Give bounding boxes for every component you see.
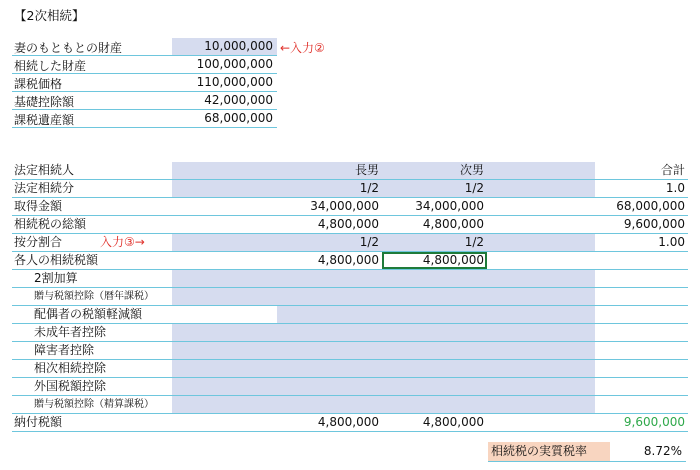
- taxtotal-second: 4,800,000: [422, 217, 484, 231]
- row-label: 各人の相続税額: [14, 253, 99, 267]
- row-label: 法定相続分: [14, 181, 75, 195]
- row-label: 妻のもともとの財産: [14, 41, 123, 55]
- row-label: 贈与税額控除（暦年課税）: [34, 291, 154, 302]
- row-inherited-assets: [12, 56, 277, 74]
- payable-total: 9,600,000: [623, 415, 685, 429]
- taxtotal-eldest: 4,800,000: [317, 217, 379, 231]
- row-value: 110,000,000: [196, 75, 273, 89]
- row-value: 100,000,000: [196, 57, 273, 71]
- row-label: 相続税の総額: [14, 217, 87, 231]
- row-taxable-price: [12, 74, 277, 92]
- row-minor-deduction[interactable]: [12, 324, 688, 342]
- share-second: 1/2: [464, 181, 484, 195]
- row-label: 障害者控除: [34, 343, 95, 357]
- section-title: 【2次相続】: [14, 8, 85, 23]
- payable-second: 4,800,000: [422, 415, 484, 429]
- ratio-second-input[interactable]: 1/2: [464, 235, 484, 249]
- input-note-2: ←入力②: [280, 41, 325, 55]
- row-value: 42,000,000: [204, 93, 273, 107]
- row-adjust-20pct[interactable]: [12, 270, 688, 288]
- input-shade[interactable]: [172, 270, 595, 287]
- input-shade[interactable]: [172, 288, 595, 305]
- effective-rate-value: 8.72%: [643, 444, 682, 458]
- row-label: 贈与税額控除（精算課税）: [34, 399, 154, 410]
- row-gift-tax-credit-annual[interactable]: [12, 288, 688, 306]
- row-payable-tax: [12, 414, 688, 432]
- row-gift-tax-credit-settlement[interactable]: [12, 396, 688, 414]
- payable-eldest: 4,800,000: [317, 415, 379, 429]
- row-basic-deduction: [12, 92, 277, 110]
- ratio-total: 1.00: [658, 235, 685, 249]
- effective-rate-row: [488, 442, 686, 462]
- input-note-3: 入力③→: [100, 235, 145, 249]
- input-shade[interactable]: [172, 378, 595, 395]
- row-legal-share: [12, 180, 688, 198]
- eachtax-eldest: 4,800,000: [317, 253, 379, 267]
- header-second-son: 次男: [459, 163, 484, 177]
- row-label: 配偶者の税額軽減額: [34, 307, 143, 321]
- row-label: 相次相続控除: [34, 361, 107, 375]
- row-label: 按分割合: [14, 235, 63, 249]
- row-each-tax: [12, 252, 688, 270]
- row-successive-inheritance[interactable]: [12, 360, 688, 378]
- header-eldest-son: 長男: [354, 163, 379, 177]
- header-total: 合計: [660, 163, 685, 177]
- share-eldest: 1/2: [359, 181, 379, 195]
- row-label: 相続した財産: [14, 59, 87, 73]
- row-total-inheritance-tax: [12, 216, 688, 234]
- row-label: 基礎控除額: [14, 95, 75, 109]
- acquired-total: 68,000,000: [616, 199, 685, 213]
- row-foreign-tax-credit[interactable]: [12, 378, 688, 396]
- header-label: 法定相続人: [14, 163, 75, 177]
- row-taxable-estate: [12, 110, 277, 128]
- row-label: 未成年者控除: [34, 325, 107, 339]
- row-spouse-reduction[interactable]: [12, 306, 688, 324]
- ratio-eldest-input[interactable]: 1/2: [359, 235, 379, 249]
- row-value: 68,000,000: [204, 111, 273, 125]
- input-shade[interactable]: [172, 342, 595, 359]
- row-label: 課税価格: [14, 77, 63, 91]
- share-total: 1.0: [665, 181, 685, 195]
- row-label: 課税遺産額: [14, 113, 75, 127]
- row-wife-original-assets[interactable]: [12, 38, 277, 56]
- acquired-eldest: 34,000,000: [310, 199, 379, 213]
- eachtax-second-selected-cell[interactable]: 4,800,000: [382, 252, 487, 269]
- row-allocation-ratio[interactable]: [12, 234, 688, 252]
- input-shade[interactable]: [172, 396, 595, 413]
- row-acquired-amount: [12, 198, 688, 216]
- taxtotal-total: 9,600,000: [623, 217, 685, 231]
- acquired-second: 34,000,000: [415, 199, 484, 213]
- row-label: 外国税額控除: [34, 379, 107, 393]
- row-label: 2割加算: [34, 271, 78, 285]
- input-shade[interactable]: [277, 306, 595, 323]
- input-shade[interactable]: [172, 324, 595, 341]
- row-label: 取得金額: [14, 199, 63, 213]
- effective-rate-label: 相続税の実質税率: [488, 442, 610, 461]
- table-header-row: [12, 162, 688, 180]
- input-value[interactable]: 10,000,000: [204, 39, 273, 53]
- row-label: 納付税額: [14, 415, 63, 429]
- row-disability-deduction[interactable]: [12, 342, 688, 360]
- input-shade[interactable]: [172, 360, 595, 377]
